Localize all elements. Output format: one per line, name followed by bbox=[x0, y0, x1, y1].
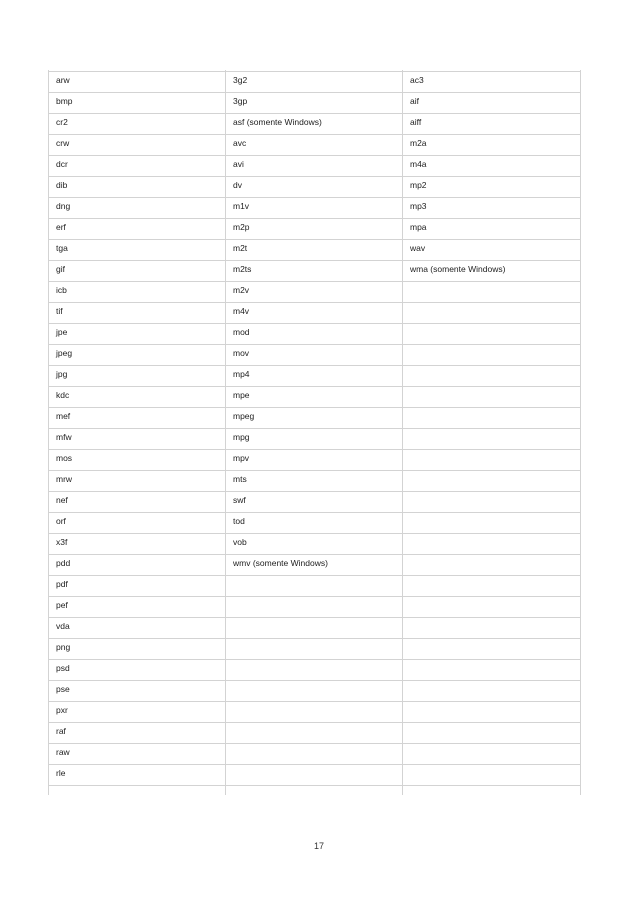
video-format-cell: m2v bbox=[226, 281, 403, 302]
image-format-cell: bmp bbox=[49, 92, 226, 113]
table-row bbox=[49, 596, 581, 617]
audio-format-cell bbox=[403, 407, 581, 428]
video-format-cell bbox=[226, 701, 403, 722]
video-format-cell: mpe bbox=[226, 386, 403, 407]
video-format-cell: 3gp bbox=[226, 92, 403, 113]
audio-format-cell: mpa bbox=[403, 218, 581, 239]
video-format-cell: m4v bbox=[226, 302, 403, 323]
audio-format-cell: m2a bbox=[403, 134, 581, 155]
table-row bbox=[49, 701, 581, 722]
audio-format-cell: wma (somente Windows) bbox=[403, 260, 581, 281]
image-format-cell: x3f bbox=[49, 533, 226, 554]
audio-format-cell bbox=[403, 512, 581, 533]
image-format-cell: png bbox=[49, 638, 226, 659]
video-format-cell bbox=[226, 575, 403, 596]
image-format-cell: dcr bbox=[49, 155, 226, 176]
video-format-cell: m1v bbox=[226, 197, 403, 218]
image-format-cell: mrw bbox=[49, 470, 226, 491]
audio-format-cell: m4a bbox=[403, 155, 581, 176]
table-row bbox=[49, 743, 581, 764]
image-format-cell: crw bbox=[49, 134, 226, 155]
image-format-cell: erf bbox=[49, 218, 226, 239]
table-row bbox=[49, 386, 581, 407]
video-format-cell: avc bbox=[226, 134, 403, 155]
image-format-cell: pdf bbox=[49, 575, 226, 596]
image-format-cell: pdd bbox=[49, 554, 226, 575]
video-format-cell bbox=[226, 722, 403, 743]
audio-format-cell: mp3 bbox=[403, 197, 581, 218]
video-format-cell: wmv (somente Windows) bbox=[226, 554, 403, 575]
audio-format-cell bbox=[403, 386, 581, 407]
image-format-cell: jpeg bbox=[49, 344, 226, 365]
image-format-cell: pxr bbox=[49, 701, 226, 722]
video-format-cell bbox=[226, 680, 403, 701]
audio-format-cell bbox=[403, 554, 581, 575]
video-format-cell: m2p bbox=[226, 218, 403, 239]
audio-format-cell bbox=[403, 365, 581, 386]
audio-format-cell bbox=[403, 302, 581, 323]
table-row bbox=[49, 638, 581, 659]
table-row bbox=[49, 92, 581, 113]
image-format-cell: vda bbox=[49, 617, 226, 638]
audio-format-cell bbox=[403, 449, 581, 470]
audio-format-cell bbox=[403, 428, 581, 449]
audio-format-cell bbox=[403, 764, 581, 785]
table-row bbox=[49, 281, 581, 302]
table-row bbox=[49, 764, 581, 785]
image-format-cell: dib bbox=[49, 176, 226, 197]
image-format-cell: rle bbox=[49, 764, 226, 785]
video-format-cell bbox=[226, 638, 403, 659]
image-format-cell: dng bbox=[49, 197, 226, 218]
audio-format-cell: aif bbox=[403, 92, 581, 113]
table-row bbox=[49, 239, 581, 260]
table-row bbox=[49, 449, 581, 470]
table-row bbox=[49, 659, 581, 680]
video-format-cell: tod bbox=[226, 512, 403, 533]
audio-format-cell: wav bbox=[403, 239, 581, 260]
audio-format-cell bbox=[403, 575, 581, 596]
audio-format-cell: aiff bbox=[403, 113, 581, 134]
audio-format-cell bbox=[403, 281, 581, 302]
audio-format-cell bbox=[403, 617, 581, 638]
table-row bbox=[49, 617, 581, 638]
image-format-cell: mfw bbox=[49, 428, 226, 449]
image-format-cell: raf bbox=[49, 722, 226, 743]
image-format-cell: orf bbox=[49, 512, 226, 533]
table-row bbox=[49, 554, 581, 575]
table-row bbox=[49, 176, 581, 197]
table-bottom-edge bbox=[49, 785, 581, 795]
video-format-cell: mts bbox=[226, 470, 403, 491]
audio-format-cell bbox=[403, 344, 581, 365]
table-row bbox=[49, 134, 581, 155]
video-format-cell: m2ts bbox=[226, 260, 403, 281]
table-row bbox=[49, 344, 581, 365]
audio-format-cell: ac3 bbox=[403, 71, 581, 92]
table-row bbox=[49, 680, 581, 701]
table-row bbox=[49, 428, 581, 449]
audio-format-cell bbox=[403, 722, 581, 743]
audio-format-cell bbox=[403, 491, 581, 512]
image-format-cell: raw bbox=[49, 743, 226, 764]
table-row bbox=[49, 302, 581, 323]
audio-format-cell bbox=[403, 743, 581, 764]
video-format-cell: mp4 bbox=[226, 365, 403, 386]
image-format-cell: cr2 bbox=[49, 113, 226, 134]
table-row bbox=[49, 365, 581, 386]
table-row bbox=[49, 218, 581, 239]
table-row bbox=[49, 575, 581, 596]
image-format-cell: nef bbox=[49, 491, 226, 512]
table-row bbox=[49, 491, 581, 512]
video-format-cell: mpeg bbox=[226, 407, 403, 428]
table-row bbox=[49, 470, 581, 491]
image-format-cell: tif bbox=[49, 302, 226, 323]
table-row bbox=[49, 512, 581, 533]
video-format-cell: swf bbox=[226, 491, 403, 512]
audio-format-cell bbox=[403, 701, 581, 722]
audio-format-cell bbox=[403, 323, 581, 344]
audio-format-cell bbox=[403, 659, 581, 680]
video-format-cell: vob bbox=[226, 533, 403, 554]
table-row bbox=[49, 533, 581, 554]
video-format-cell bbox=[226, 659, 403, 680]
video-format-cell bbox=[226, 596, 403, 617]
video-format-cell bbox=[226, 743, 403, 764]
table-row bbox=[49, 260, 581, 281]
image-format-cell: gif bbox=[49, 260, 226, 281]
table-row bbox=[49, 722, 581, 743]
audio-format-cell bbox=[403, 638, 581, 659]
table-row bbox=[49, 155, 581, 176]
table-row bbox=[49, 407, 581, 428]
video-format-cell: 3g2 bbox=[226, 71, 403, 92]
table-row bbox=[49, 323, 581, 344]
video-format-cell bbox=[226, 617, 403, 638]
video-format-cell: asf (somente Windows) bbox=[226, 113, 403, 134]
audio-format-cell bbox=[403, 596, 581, 617]
video-format-cell: mov bbox=[226, 344, 403, 365]
image-format-cell: pse bbox=[49, 680, 226, 701]
image-format-cell: mos bbox=[49, 449, 226, 470]
file-format-table bbox=[48, 70, 581, 795]
image-format-cell: arw bbox=[49, 71, 226, 92]
video-format-cell: m2t bbox=[226, 239, 403, 260]
table-row bbox=[49, 71, 581, 92]
video-format-cell: mpg bbox=[226, 428, 403, 449]
table-body bbox=[49, 70, 581, 795]
audio-format-cell: mp2 bbox=[403, 176, 581, 197]
audio-format-cell bbox=[403, 470, 581, 491]
table-row bbox=[49, 197, 581, 218]
page-number: 17 bbox=[313, 841, 324, 851]
video-format-cell: mpv bbox=[226, 449, 403, 470]
image-format-cell: pef bbox=[49, 596, 226, 617]
image-format-cell: jpe bbox=[49, 323, 226, 344]
audio-format-cell bbox=[403, 533, 581, 554]
image-format-cell: mef bbox=[49, 407, 226, 428]
video-format-cell: dv bbox=[226, 176, 403, 197]
video-format-cell: avi bbox=[226, 155, 403, 176]
image-format-cell: icb bbox=[49, 281, 226, 302]
image-format-cell: psd bbox=[49, 659, 226, 680]
table-row bbox=[49, 113, 581, 134]
video-format-cell: mod bbox=[226, 323, 403, 344]
audio-format-cell bbox=[403, 680, 581, 701]
image-format-cell: jpg bbox=[49, 365, 226, 386]
image-format-cell: tga bbox=[49, 239, 226, 260]
video-format-cell bbox=[226, 764, 403, 785]
image-format-cell: kdc bbox=[49, 386, 226, 407]
